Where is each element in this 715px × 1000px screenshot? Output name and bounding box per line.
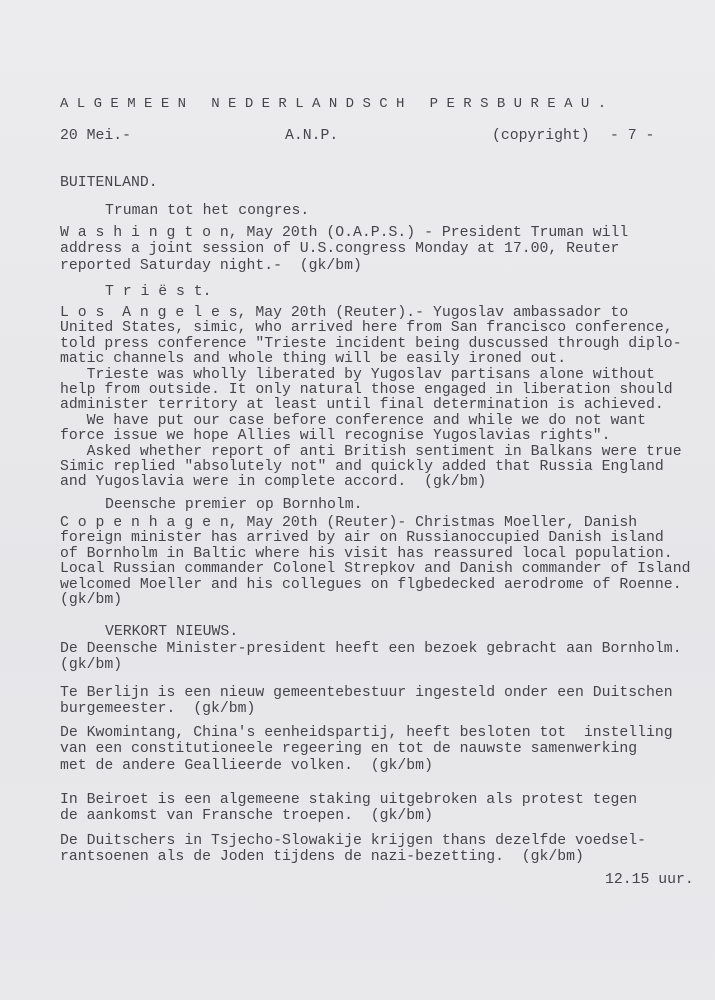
text-line: De Duitschers in Tsjecho-Slowakije krijgen thans dezelfde voedsel- [60,833,647,849]
text-line: Trieste was wholly liberated by Yugoslav partisans alone without [60,366,655,383]
text-line: administer territory at least until final determination is achieved. [60,397,664,414]
text-line: reported Saturday night.- (gk/bm) [60,257,362,274]
news-item [60,725,673,774]
text-line: United States, simic, who arrived here from San francisco conference, [60,320,673,337]
agency-name: A L G E M E E N N E D E R L A N D S C H P E R S B U R E A U . [60,96,607,112]
text-line: De Deensche Minister-president heeft een bezoek gebracht aan Bornholm. [60,641,682,657]
text-line: (gk/bm) [60,591,123,608]
text-line: Te Berlijn is een nieuw gemeentebestuur ingesteld onder een Duitschen [60,685,673,701]
date: 20 Mei.- [60,128,132,144]
section-foreign: BUITENLAND. [60,175,158,191]
story-heading: Deensche premier op Bornholm. [105,497,363,513]
text-line: C o p e n h a g e n, May 20th (Reuter)- Christmas Moeller, Danish [60,515,638,531]
page-number: - 7 - [610,128,655,144]
text-line: Local Russian commander Colonel Strepkov and Danish commander of Island [60,561,691,578]
text-line: Simic replied "absolutely not" and quickly added that Russia England [60,458,664,475]
text-line: burgemeester. (gk/bm) [60,701,256,718]
story-body [60,225,628,274]
section-short-news: VERKORT NIEUWS. [105,624,239,640]
text-line: (gk/bm) [60,657,123,674]
text-line: address a joint session of U.S.congress Monday at 17.00, Reuter [60,241,620,258]
text-line: de aankomst van Fransche troepen. (gk/bm) [60,808,433,825]
text-line: force issue we hope Allies will recognise Yugoslavias rights". [60,428,611,445]
story-body [60,306,682,491]
text-line: met de andere Geallieerde volken. (gk/bm) [60,757,433,774]
text-line: van een constitutioneele regeering en tot de nauwste samenwerking [60,741,638,758]
news-item [60,833,646,866]
news-item [60,792,637,825]
text-line: L o s A n g e l e s, May 20th (Reuter).- Yugoslav ambassador to [60,305,629,321]
text-line: and Yugoslavia were in complete accord. (gk/bm) [60,474,487,491]
time-stamp: 12.15 uur. [605,872,694,888]
text-line: Asked whether report of anti British sentiment in Balkans were true [60,443,682,460]
text-line: help from outside. It only natural those engaged in liberation should [60,381,673,398]
text-line: We have put our case before conference and while we do not want [60,412,647,429]
news-item [60,685,673,718]
story-heading: Truman tot het congres. [105,203,310,219]
text-line: of Bornholm in Baltic where his visit has reassured local population. [60,545,673,562]
text-line: matic channels and whole thing will be easily ironed out. [60,351,567,368]
agency-abbrev: A.N.P. [285,128,339,144]
text-line: W a s h i n g t o n, May 20th (O.A.P.S.) - President Truman will [60,225,629,241]
story-heading: T r i ë s t. [105,284,212,300]
text-line: In Beiroet is een algemeene staking uitgebroken als protest tegen [60,792,638,808]
news-item [60,641,682,674]
story-body [60,516,690,608]
text-line: rantsoenen als de Joden tijdens de nazi-bezetting. (gk/bm) [60,849,584,866]
text-line: told press conference "Trieste incident being duscussed through diplo- [60,335,682,352]
copyright: (copyright) [492,128,590,144]
text-line: foreign minister has arrived by air on Russianoccupied Danish island [60,530,664,547]
text-line: De Kwomintang, China's eenheidspartij, heeft besloten tot instelling [60,725,673,741]
text-line: welcomed Moeller and his collegues on flgbedecked aerodrome of Roenne. [60,576,682,593]
